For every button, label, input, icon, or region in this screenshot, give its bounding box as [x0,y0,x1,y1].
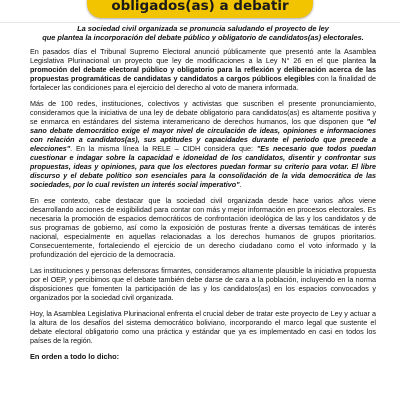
paragraph-5: Hoy, la Asamblea Legislativa Plurinacional enfrenta el crucial deber de tratar este proyecto de Ley y actuar a la altura de los desafíos del sistema democrático boliviano, incorporando el marco legal que sustente el debate electoral obligatorio como una práctica y estándar que ya es implementado en casi en todos los países de la región. [30,309,376,345]
paragraph-1-bold: la promoción del debate electoral público y obligatorio para la reflexión y deliberación acerca de las propuestas programáticas de candidatas y candidatos a cargos públicos elegibles [30,56,376,83]
subtitle-line-1: La sociedad civil organizada se pronuncia saludando el proyecto de ley [77,24,329,33]
title-banner [87,0,313,18]
paragraph-1 [30,47,376,92]
page-title: obligados(as) a debatir [111,0,289,14]
paragraph-2-text-a: Más de 100 redes, instituciones, colectivos y activistas que suscriben el presente pronunciamiento, consideramos que la iniciativa de una ley de debate obligatorio para candidatos(as) es altamente positiva y se enmarca en estándares del sistema interamericano de derechos humanos, los que disponen que [30,99,376,126]
paragraph-2-text-c: . [239,180,242,189]
paragraph-1-text-a: En pasados días el Tribunal Supremo Electoral anunció públicamente que presentó ante la Asamblea Legislativa Plurinacional un proyecto que ley de modificaciones a la Ley N° 26 en el que plantea [30,47,376,65]
paragraph-1-text-b: con la finalidad de fortalecer las condiciones para el ejercicio del derecho al voto de manera informada. [30,74,376,92]
subtitle-line-2: que plantea la incorporación del debate público y obligatorio de candidatos(as) electorales. [42,33,364,42]
paragraph-2 [30,99,376,189]
document-body [30,24,376,361]
paragraph-2-quote-1: "el sano debate democrático exige el mayor nivel de circulación de ideas, opiniones e informaciones con relación a candidatos(as), sus aptitudes y capacidades durante el periodo que precede a elecciones" [30,117,376,153]
paragraph-4: Las instituciones y personas defensoras firmantes, consideramos altamente plausible la iniciativa propuesta por el OEP, y percibimos que el debate también debe darse de cara a la población, incluyendo en la norma disposiciones que fomenten la participación de las y los candidatos(as) en los espacios convocados y organizados por la sociedad civil organizada. [30,266,376,302]
paragraph-2-text-b: . En la misma línea la RELE – CIDH considera que: [70,144,257,153]
title-band [0,0,400,23]
paragraph-2-quote-2: "Es necesario que todos puedan cuestionar e indagar sobre la capacidad e idoneidad de los candidatos, disentir y confrontar sus propuestas, ideas y opiniones, para que los electores puedan formar su criterio para votar. El libre discurso y el debate político son esenciales para la consolidación de la vida democrática de las sociedades, por lo cual revisten un interés social imperativo" [30,144,376,189]
document-subtitle [30,24,376,42]
closing-heading: En orden a todo lo dicho: [30,352,120,361]
paragraph-3: En ese contexto, cabe destacar que la sociedad civil organizada desde hace varios años viene desarrollando acciones de exigibilidad para contar con más y mejor información en procesos electorales. Es necesaria la promoción de espacios democráticos de confrontación ideológica de las y los candidatos y de sus programas de gobierno, así como la exposición de posturas frente a diversas temáticas de interés nacional, especialmente en aquellas relacionadas a los derechos humanos de grupos prioritarios. Consecuentemente, fortaleciendo el ejercicio de un derecho ciudadano como el voto informado y la profundización del ejercicio de la democracia. [30,196,376,259]
